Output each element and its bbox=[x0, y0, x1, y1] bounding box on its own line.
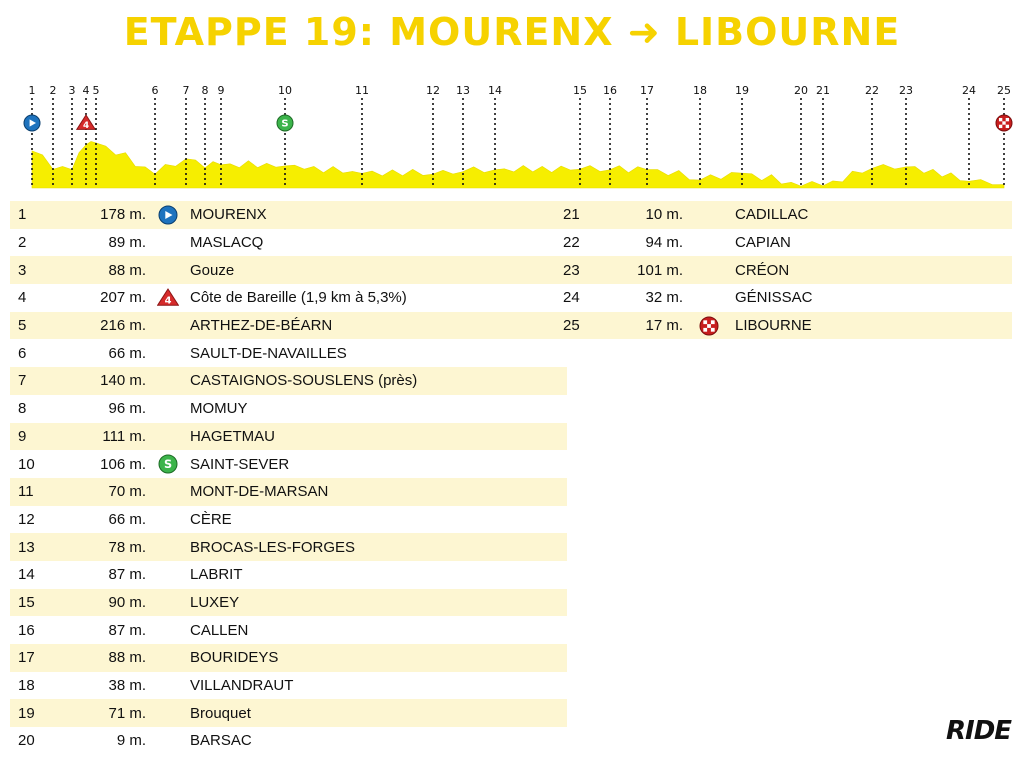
waypoint-number: 7 bbox=[10, 367, 70, 395]
waypoint-name: CAPIAN bbox=[735, 234, 791, 252]
waypoint-marker-label: 7 bbox=[182, 84, 190, 97]
waypoint-name: GÉNISSAC bbox=[735, 289, 813, 307]
waypoint-altitude: 87 m. bbox=[108, 566, 146, 584]
waypoint-number: 5 bbox=[10, 312, 70, 340]
waypoint-number: 19 bbox=[10, 699, 70, 727]
waypoint-marker-label: 12 bbox=[426, 84, 440, 97]
waypoint-altitude: 96 m. bbox=[108, 400, 146, 418]
waypoint-row bbox=[555, 229, 1012, 257]
waypoint-row bbox=[10, 284, 567, 312]
waypoint-number: 21 bbox=[555, 201, 615, 229]
waypoint-marker-label: 21 bbox=[816, 84, 830, 97]
waypoint-icon-cell bbox=[146, 256, 190, 284]
waypoint-name: BARSAC bbox=[190, 732, 252, 750]
waypoint-altitude: 101 m. bbox=[615, 256, 683, 284]
finish-icon bbox=[700, 317, 718, 335]
waypoint-name: SAULT-DE-NAVAILLES bbox=[190, 344, 347, 362]
waypoint-number: 3 bbox=[10, 256, 70, 284]
waypoint-altitude: 89 m. bbox=[108, 234, 146, 252]
waypoint-row bbox=[10, 478, 567, 506]
waypoint-icon-cell bbox=[146, 533, 190, 561]
waypoint-number: 25 bbox=[555, 312, 615, 340]
waypoint-row bbox=[10, 339, 567, 367]
sprint-icon bbox=[277, 115, 293, 131]
waypoint-icon-cell bbox=[146, 478, 190, 506]
waypoint-icon-cell bbox=[146, 284, 190, 312]
climb-cat4-icon bbox=[158, 289, 179, 306]
waypoint-name: BROCAS-LES-FORGES bbox=[190, 533, 567, 561]
waypoint-icon-cell bbox=[146, 589, 190, 617]
waypoint-table-right bbox=[555, 201, 1012, 339]
waypoint-name: CADILLAC bbox=[735, 201, 1012, 229]
waypoint-name: SAINT-SEVER bbox=[190, 455, 290, 473]
waypoint-icon-cell bbox=[146, 312, 190, 340]
waypoint-marker-label: 10 bbox=[278, 84, 292, 97]
waypoint-row bbox=[10, 423, 567, 451]
waypoint-name: MOURENX bbox=[190, 201, 567, 229]
waypoint-row bbox=[555, 256, 1012, 284]
waypoint-number: 20 bbox=[18, 732, 35, 750]
waypoint-altitude: 17 m. bbox=[615, 312, 683, 340]
start-icon bbox=[159, 206, 177, 224]
page-title: ETAPPE 19: MOURENX ➜ LIBOURNE bbox=[123, 10, 901, 54]
waypoint-number: 9 bbox=[10, 423, 70, 451]
waypoint-altitude: 71 m. bbox=[70, 699, 146, 727]
waypoint-altitude: 140 m. bbox=[70, 367, 146, 395]
ride-logo: RIDE bbox=[946, 716, 1012, 746]
waypoint-number: 12 bbox=[18, 510, 35, 528]
waypoint-icon-cell bbox=[146, 561, 190, 589]
waypoint-number: 4 bbox=[18, 289, 27, 307]
waypoint-number: 22 bbox=[563, 234, 580, 252]
waypoint-number: 13 bbox=[10, 533, 70, 561]
waypoint-altitude: 207 m. bbox=[100, 289, 146, 307]
waypoint-number: 16 bbox=[18, 621, 35, 639]
waypoint-icon-cell bbox=[683, 284, 735, 312]
waypoint-row bbox=[10, 395, 567, 423]
waypoint-name: Côte de Bareille (1,9 km à 5,3%) bbox=[190, 289, 407, 307]
svg-text:4: 4 bbox=[164, 295, 172, 307]
waypoint-number: 18 bbox=[18, 677, 35, 695]
waypoint-marker-label: 15 bbox=[573, 84, 587, 97]
waypoint-altitude: 90 m. bbox=[70, 589, 146, 617]
waypoint-marker-label: 18 bbox=[693, 84, 707, 97]
waypoint-marker-label: 19 bbox=[735, 84, 749, 97]
waypoint-icon-cell bbox=[146, 395, 190, 423]
waypoint-altitude: 78 m. bbox=[70, 533, 146, 561]
elevation-profile-chart bbox=[0, 78, 1024, 198]
waypoint-icon-cell bbox=[146, 229, 190, 257]
waypoint-marker-label: 2 bbox=[49, 84, 57, 97]
waypoint-number: 24 bbox=[563, 289, 580, 307]
waypoint-marker-label: 5 bbox=[92, 84, 100, 97]
waypoint-altitude: 66 m. bbox=[108, 344, 146, 362]
waypoint-icon-cell bbox=[146, 727, 190, 755]
waypoint-icon-cell bbox=[146, 672, 190, 700]
waypoint-marker-label: 9 bbox=[217, 84, 225, 97]
waypoint-marker-label: 17 bbox=[640, 84, 654, 97]
waypoint-row bbox=[10, 229, 567, 257]
waypoint-number: 17 bbox=[10, 644, 70, 672]
waypoint-marker-label: 20 bbox=[794, 84, 808, 97]
waypoint-icon-cell bbox=[146, 616, 190, 644]
waypoint-icon-cell bbox=[146, 699, 190, 727]
waypoint-number: 10 bbox=[18, 455, 35, 473]
waypoint-name: CRÉON bbox=[735, 256, 1012, 284]
waypoint-name: Brouquet bbox=[190, 699, 567, 727]
svg-text:4: 4 bbox=[82, 120, 90, 131]
waypoint-altitude: 38 m. bbox=[108, 677, 146, 695]
waypoint-icon-cell bbox=[146, 339, 190, 367]
waypoint-row bbox=[10, 506, 567, 534]
waypoint-name: HAGETMAU bbox=[190, 423, 567, 451]
waypoint-name: MOMUY bbox=[190, 400, 248, 418]
svg-text:S: S bbox=[163, 457, 173, 471]
waypoint-row bbox=[10, 312, 567, 340]
waypoint-name: VILLANDRAUT bbox=[190, 677, 294, 695]
waypoint-marker-label: 16 bbox=[603, 84, 617, 97]
waypoint-name: ARTHEZ-DE-BÉARN bbox=[190, 312, 567, 340]
waypoint-number: 23 bbox=[555, 256, 615, 284]
waypoint-altitude: 216 m. bbox=[70, 312, 146, 340]
waypoint-number: 11 bbox=[10, 478, 70, 506]
profile-area bbox=[32, 141, 1004, 188]
waypoint-number: 1 bbox=[10, 201, 70, 229]
waypoint-name: Gouze bbox=[190, 256, 567, 284]
waypoint-altitude: 66 m. bbox=[108, 510, 146, 528]
waypoint-row bbox=[10, 644, 567, 672]
waypoint-number: 6 bbox=[18, 344, 27, 362]
waypoint-marker-label: 8 bbox=[201, 84, 209, 97]
waypoint-marker-label: 1 bbox=[28, 84, 36, 97]
waypoint-altitude: 106 m. bbox=[100, 455, 146, 473]
waypoint-row bbox=[10, 699, 567, 727]
waypoint-name: LUXEY bbox=[190, 589, 567, 617]
waypoint-altitude: 178 m. bbox=[70, 201, 146, 229]
waypoint-icon-cell bbox=[146, 367, 190, 395]
waypoint-marker-label: 13 bbox=[456, 84, 470, 97]
waypoint-row bbox=[10, 561, 567, 589]
finish-icon bbox=[996, 115, 1012, 131]
waypoint-name: CÈRE bbox=[190, 510, 232, 528]
waypoint-marker-label: 14 bbox=[488, 84, 502, 97]
waypoint-row bbox=[555, 312, 1012, 340]
waypoint-altitude: 70 m. bbox=[70, 478, 146, 506]
waypoint-altitude: 111 m. bbox=[70, 423, 146, 451]
waypoint-name: CASTAIGNOS-SOUSLENS (près) bbox=[190, 367, 567, 395]
sprint-icon bbox=[159, 455, 177, 473]
waypoint-altitude: 10 m. bbox=[615, 201, 683, 229]
waypoint-name: MASLACQ bbox=[190, 234, 264, 252]
waypoint-row bbox=[10, 589, 567, 617]
waypoint-name: LABRIT bbox=[190, 566, 243, 584]
waypoint-table-left bbox=[10, 201, 567, 755]
waypoint-row bbox=[555, 201, 1012, 229]
waypoint-row bbox=[10, 533, 567, 561]
waypoint-name: LIBOURNE bbox=[735, 312, 1012, 340]
waypoint-row bbox=[10, 256, 567, 284]
waypoint-icon-cell bbox=[683, 201, 735, 229]
waypoint-icon-cell bbox=[146, 201, 190, 229]
waypoint-row bbox=[555, 284, 1012, 312]
waypoint-icon-cell bbox=[146, 450, 190, 478]
waypoint-marker-label: 23 bbox=[899, 84, 913, 97]
waypoint-marker-label: 22 bbox=[865, 84, 879, 97]
waypoint-row bbox=[10, 201, 567, 229]
waypoint-number: 14 bbox=[18, 566, 35, 584]
waypoint-number: 15 bbox=[10, 589, 70, 617]
waypoint-icon-cell bbox=[683, 229, 735, 257]
waypoint-altitude: 88 m. bbox=[70, 644, 146, 672]
waypoint-icon-cell bbox=[146, 644, 190, 672]
svg-text:S: S bbox=[281, 118, 289, 130]
waypoint-number: 8 bbox=[18, 400, 27, 418]
waypoint-altitude: 94 m. bbox=[645, 234, 683, 252]
waypoint-icon-cell bbox=[146, 423, 190, 451]
waypoint-marker-label: 11 bbox=[355, 84, 369, 97]
start-icon bbox=[24, 115, 40, 131]
waypoint-number: 2 bbox=[18, 234, 27, 252]
waypoint-row bbox=[10, 367, 567, 395]
waypoint-altitude: 88 m. bbox=[70, 256, 146, 284]
waypoint-name: CALLEN bbox=[190, 621, 249, 639]
waypoint-row bbox=[10, 616, 567, 644]
climb-cat4-icon bbox=[77, 115, 95, 131]
waypoint-marker-label: 4 bbox=[82, 84, 90, 97]
waypoint-row bbox=[10, 450, 567, 478]
waypoint-marker-label: 25 bbox=[997, 84, 1011, 97]
waypoint-icon-cell bbox=[683, 256, 735, 284]
waypoint-altitude: 32 m. bbox=[645, 289, 683, 307]
waypoint-icon-cell bbox=[683, 312, 735, 340]
waypoint-name: BOURIDEYS bbox=[190, 644, 567, 672]
waypoint-row bbox=[10, 672, 567, 700]
waypoint-icon-cell bbox=[146, 506, 190, 534]
waypoint-altitude: 87 m. bbox=[108, 621, 146, 639]
waypoint-marker-label: 6 bbox=[151, 84, 159, 97]
waypoint-name: MONT-DE-MARSAN bbox=[190, 478, 567, 506]
waypoint-marker-label: 24 bbox=[962, 84, 976, 97]
waypoint-altitude: 9 m. bbox=[116, 732, 146, 750]
waypoint-row bbox=[10, 727, 567, 755]
waypoint-marker-label: 3 bbox=[68, 84, 76, 97]
